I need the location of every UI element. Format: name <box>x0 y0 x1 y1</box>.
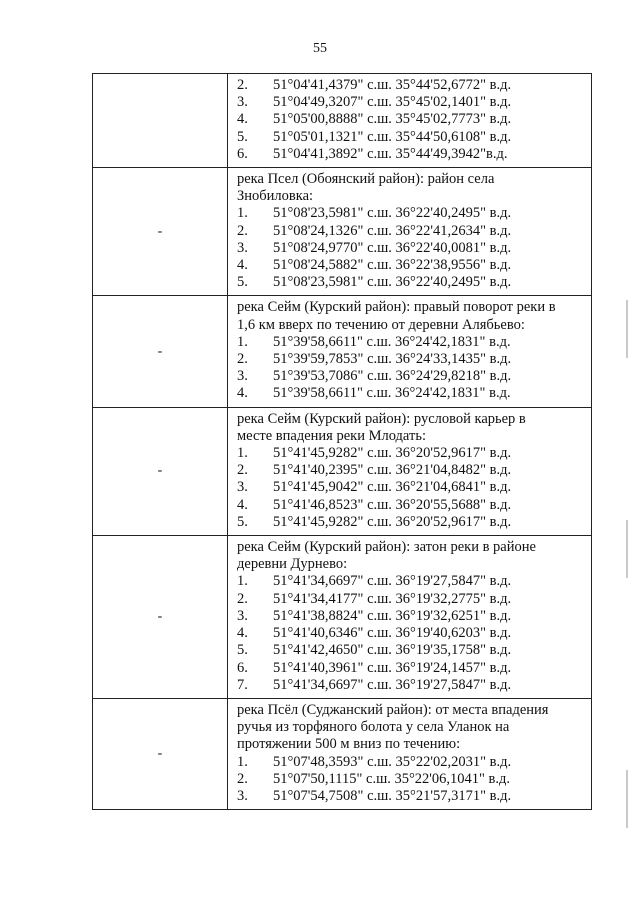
coordinate-number: 4. <box>237 257 248 274</box>
coordinate-number: 7. <box>237 676 248 693</box>
coordinate-number: 4. <box>237 111 248 128</box>
coordinate-number: 5. <box>237 274 248 291</box>
coordinate-value: 51°07'48,3593" с.ш. 35°22'02,2031" в.д. <box>273 753 512 770</box>
coordinate-value: 51°41'34,4177" с.ш. 36°19'32,2775" в.д. <box>273 590 512 607</box>
coordinate-number: 1. <box>237 445 248 462</box>
coordinate-value: 51°41'40,6346" с.ш. 36°19'40,6203" в.д. <box>273 625 512 642</box>
coordinate-number: 2. <box>237 222 248 239</box>
coordinate-value: 51°08'24,9770" с.ш. 36°22'40,0081" в.д. <box>273 239 512 256</box>
coordinate-item <box>237 462 591 479</box>
coordinate-item <box>237 94 591 111</box>
coordinate-item <box>237 111 591 128</box>
table-row <box>93 168 592 296</box>
row-marker <box>93 74 228 168</box>
coordinate-number: 4. <box>237 385 248 402</box>
site-description: река Сейм (Курский район): затон реки в районе деревни Дурнево: <box>237 539 536 573</box>
coordinate-number: 5. <box>237 642 248 659</box>
coordinate-number: 2. <box>237 77 248 93</box>
table-row <box>93 74 592 168</box>
coordinate-number: 2. <box>237 351 248 368</box>
coordinate-number: 2. <box>237 462 248 479</box>
coordinate-value: 51°04'49,3207" с.ш. 35°45'02,1401" в.д. <box>273 94 512 111</box>
coordinate-value: 51°07'54,7508" с.ш. 35°21'57,3171" в.д. <box>273 787 512 804</box>
coordinate-number: 1. <box>237 333 248 350</box>
row-content <box>228 407 592 535</box>
coordinate-value: 51°08'23,5981" с.ш. 36°22'40,2495" в.д. <box>273 205 512 222</box>
coordinate-value: 51°41'45,9282" с.ш. 36°20'52,9617" в.д. <box>273 445 512 462</box>
row-content <box>228 168 592 296</box>
coordinate-value: 51°41'38,8824" с.ш. 36°19'32,6251" в.д. <box>273 607 512 624</box>
coordinate-item <box>237 514 591 531</box>
scan-edge-mark <box>626 300 628 358</box>
row-content <box>228 296 592 407</box>
coordinate-number: 3. <box>237 239 248 256</box>
site-description: река Псёл (Суджанский район): от места впадения ручья из торфяного болота у села Уланок на протяжении 500 м вниз по течению: <box>237 701 549 753</box>
coordinate-value: 51°39'58,6611" с.ш. 36°24'42,1831" в.д. <box>273 333 511 350</box>
coordinate-number: 4. <box>237 496 248 513</box>
coordinate-value: 51°39'59,7853" с.ш. 36°24'33,1435" в.д. <box>273 351 512 368</box>
coordinate-item <box>237 771 591 788</box>
coordinate-value: 51°04'41,3892" с.ш. 35°44'49,3942"в.д. <box>273 145 508 162</box>
coordinate-item <box>237 146 591 163</box>
coordinate-item <box>237 591 591 608</box>
coordinate-value: 51°08'24,1326" с.ш. 36°22'41,2634" в.д. <box>273 222 512 239</box>
coordinate-number: 1. <box>237 573 248 590</box>
page-number: 55 <box>313 41 327 56</box>
scan-edge-mark <box>626 770 628 828</box>
coordinate-value: 51°41'34,6697" с.ш. 36°19'27,5847" в.д. <box>273 676 512 693</box>
coordinate-number: 2. <box>237 590 248 607</box>
coordinate-item <box>237 334 591 351</box>
coordinate-item <box>237 625 591 642</box>
table-body <box>93 74 592 810</box>
coordinate-number: 1. <box>237 753 248 770</box>
coordinate-item <box>237 642 591 659</box>
row-content <box>228 536 592 699</box>
coordinate-item <box>237 573 591 590</box>
row-marker: - <box>93 698 228 809</box>
coordinate-item <box>237 754 591 771</box>
coordinate-value: 51°41'46,8523" с.ш. 36°20'55,5688" в.д. <box>273 496 512 513</box>
coordinate-number: 3. <box>237 607 248 624</box>
row-marker: - <box>93 407 228 535</box>
table-row <box>93 407 592 535</box>
coordinate-item <box>237 660 591 677</box>
coordinate-value: 51°41'45,9042" с.ш. 36°21'04,6841" в.д. <box>273 479 512 496</box>
coordinate-value: 51°04'41,4379" с.ш. 35°44'52,6772" в.д. <box>273 77 512 93</box>
coordinate-value: 51°41'45,9282" с.ш. 36°20'52,9617" в.д. <box>273 513 512 530</box>
coordinate-value: 51°39'58,6611" с.ш. 36°24'42,1831" в.д. <box>273 385 511 402</box>
coordinate-item <box>237 385 591 402</box>
table-row <box>93 296 592 407</box>
coordinate-value: 51°08'23,5981" с.ш. 36°22'40,2495" в.д. <box>273 274 512 291</box>
coordinate-item <box>237 274 591 291</box>
row-content <box>228 74 592 168</box>
coordinate-item <box>237 205 591 222</box>
coordinate-number: 5. <box>237 513 248 530</box>
coordinate-number: 4. <box>237 625 248 642</box>
coordinate-value: 51°41'42,4650" с.ш. 36°19'35,1758" в.д. <box>273 642 512 659</box>
coordinate-number: 6. <box>237 659 248 676</box>
coordinate-item <box>237 788 591 805</box>
coordinate-value: 51°07'50,1115" с.ш. 35°22'06,1041" в.д. <box>273 770 511 787</box>
coordinate-number: 6. <box>237 145 248 162</box>
coordinate-value: 51°39'53,7086" с.ш. 36°24'29,8218" в.д. <box>273 368 512 385</box>
coordinate-value: 51°41'40,2395" с.ш. 36°21'04,8482" в.д. <box>273 462 512 479</box>
site-description: река Сейм (Курский район): правый поворот реки в 1,6 км вверх по течению от деревни Алябьево: <box>237 299 556 333</box>
table-row <box>93 536 592 699</box>
coordinate-item <box>237 223 591 240</box>
coordinate-item <box>237 351 591 368</box>
coordinate-number: 3. <box>237 479 248 496</box>
coordinate-item <box>237 445 591 462</box>
coordinate-value: 51°05'00,8888" с.ш. 35°45'02,7773" в.д. <box>273 111 512 128</box>
coordinate-number: 3. <box>237 368 248 385</box>
site-description: река Сейм (Курский район): русловой карьер в месте впадения реки Млодать: <box>237 410 526 444</box>
coordinate-item <box>237 257 591 274</box>
coordinate-number: 5. <box>237 128 248 145</box>
scan-edge-mark <box>626 520 628 578</box>
coordinate-item <box>237 497 591 514</box>
coordinate-value: 51°05'01,1321" с.ш. 35°44'50,6108" в.д. <box>273 128 512 145</box>
coordinate-item <box>237 479 591 496</box>
coordinate-item <box>237 77 591 94</box>
coordinate-item <box>237 608 591 625</box>
coordinate-item <box>237 129 591 146</box>
table-row <box>93 698 592 809</box>
row-marker: - <box>93 296 228 407</box>
coordinate-value: 51°41'40,3961" с.ш. 36°19'24,1457" в.д. <box>273 659 512 676</box>
coordinate-number: 3. <box>237 787 248 804</box>
coordinate-item <box>237 368 591 385</box>
coordinate-number: 2. <box>237 770 248 787</box>
coordinate-number: 3. <box>237 94 248 111</box>
site-description: река Псел (Обоянский район): район села Знобиловка: <box>237 171 495 205</box>
coordinate-value: 51°08'24,5882" с.ш. 36°22'38,9556" в.д. <box>273 257 512 274</box>
row-content <box>228 698 592 809</box>
row-marker: - <box>93 536 228 699</box>
coordinate-value: 51°41'34,6697" с.ш. 36°19'27,5847" в.д. <box>273 573 512 590</box>
coordinate-item <box>237 240 591 257</box>
coordinate-item <box>237 677 591 694</box>
row-marker: - <box>93 168 228 296</box>
coordinate-number: 1. <box>237 205 248 222</box>
coordinates-table <box>92 73 592 810</box>
